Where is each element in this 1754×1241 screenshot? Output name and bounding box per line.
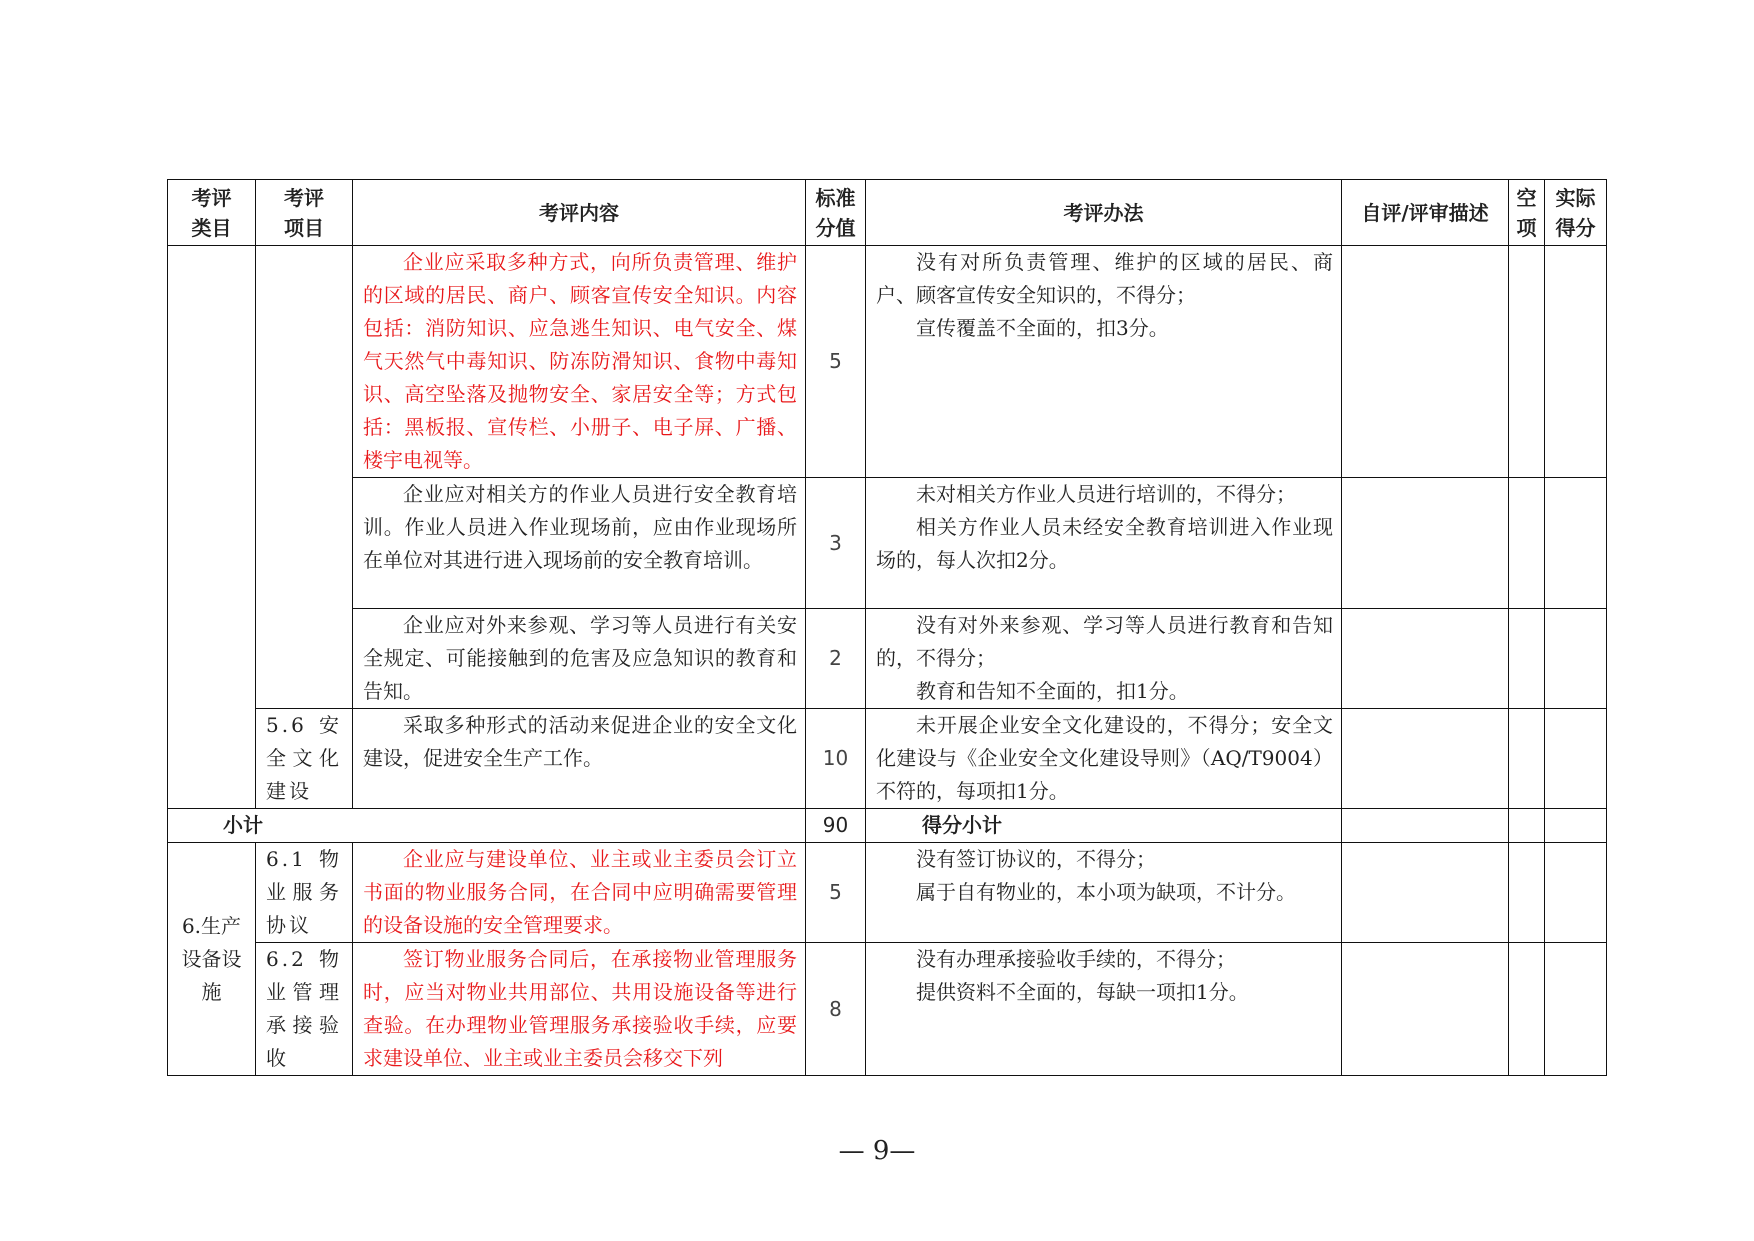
table-row [168, 943, 1607, 1076]
page-number: — 9— [838, 1136, 916, 1166]
content-cell [353, 843, 806, 943]
self-review-cell[interactable] [1342, 709, 1509, 809]
method-line: 未对相关方作业人员进行培训的，不得分； [916, 482, 1296, 506]
category-cell [168, 843, 256, 1076]
header-empty-item: 空 项 [1509, 180, 1545, 246]
standard-score-cell: 8 [806, 943, 866, 1076]
standard-score-cell: 5 [806, 246, 866, 478]
method-cell [866, 709, 1342, 809]
empty-item-cell[interactable] [1509, 943, 1545, 1076]
evaluation-table-container [167, 179, 1606, 1076]
method-line: 属于自有物业的，本小项为缺项，不计分。 [916, 880, 1296, 904]
method-cell [866, 246, 1342, 478]
actual-score-cell[interactable] [1545, 609, 1607, 709]
subtotal-label: 小计 [168, 809, 806, 843]
table-row [168, 246, 1607, 478]
item-text: 6.1 物业服务协议 [266, 847, 342, 937]
content-cell [353, 709, 806, 809]
actual-score-cell[interactable] [1545, 809, 1607, 843]
content-cell [353, 478, 806, 609]
empty-item-cell[interactable] [1509, 246, 1545, 478]
method-line: 未开展企业安全文化建设的，不得分；安全文化建设与《企业安全文化建设导则》（AQ/T9004）不符的，每项扣1分。 [876, 713, 1333, 803]
self-review-cell[interactable] [1342, 246, 1509, 478]
subtotal-row [168, 809, 1607, 843]
subtotal-method-label: 得分小计 [866, 809, 1342, 843]
category-text: 6.生产设备设施 [181, 913, 242, 1004]
empty-item-cell[interactable] [1509, 709, 1545, 809]
standard-score-cell: 10 [806, 709, 866, 809]
method-cell [866, 609, 1342, 709]
method-line: 教育和告知不全面的，扣1分。 [916, 679, 1189, 703]
actual-score-cell[interactable] [1545, 943, 1607, 1076]
method-line: 没有对所负责管理、维护的区域的居民、商户、顾客宣传安全知识的，不得分； [876, 250, 1333, 307]
actual-score-cell[interactable] [1545, 843, 1607, 943]
table-row [168, 709, 1607, 809]
self-review-cell[interactable] [1342, 809, 1509, 843]
item-text: 6.2 物业管理承接验收 [266, 947, 342, 1070]
method-cell [866, 843, 1342, 943]
content-text: 企业应对相关方的作业人员进行安全教育培训。作业人员进入作业现场前，应由作业现场所在单位对其进行进入现场前的安全教育培训。 [363, 482, 797, 572]
header-content: 考评内容 [353, 180, 806, 246]
content-cell [353, 609, 806, 709]
content-text: 签订物业服务合同后，在承接物业管理服务时，应当对物业共用部位、共用设施设备等进行查验。在办理物业管理服务承接验收手续，应要求建设单位、业主或业主委员会移交下列 [363, 947, 797, 1070]
content-text: 企业应与建设单位、业主或业主委员会订立书面的物业服务合同，在合同中应明确需要管理的设备设施的安全管理要求。 [363, 847, 797, 937]
item-cell [256, 246, 353, 709]
table-row [168, 478, 1607, 609]
content-cell [353, 246, 806, 478]
actual-score-cell[interactable] [1545, 246, 1607, 478]
standard-score-cell: 5 [806, 843, 866, 943]
actual-score-cell[interactable] [1545, 478, 1607, 609]
standard-score-cell: 3 [806, 478, 866, 609]
header-item: 考评 项目 [256, 180, 353, 246]
method-line: 相关方作业人员未经安全教育培训进入作业现场的，每人次扣2分。 [876, 515, 1333, 572]
self-review-cell[interactable] [1342, 843, 1509, 943]
content-cell [353, 943, 806, 1076]
item-cell [256, 943, 353, 1076]
content-text: 采取多种形式的活动来促进企业的安全文化建设，促进安全生产工作。 [363, 713, 797, 770]
header-actual-score: 实际 得分 [1545, 180, 1607, 246]
content-text: 企业应采取多种方式，向所负责管理、维护的区域的居民、商户、顾客宣传安全知识。内容包括：消防知识、应急逃生知识、电气安全、煤气天然气中毒知识、防冻防滑知识、食物中毒知识、高空坠落及抛物安全、家居安全等；方式包括：黑板报、宣传栏、小册子、电子屏、广播、楼宇电视等。 [363, 250, 797, 472]
header-standard-score: 标准 分值 [806, 180, 866, 246]
method-cell [866, 478, 1342, 609]
header-row [168, 180, 1607, 246]
category-cell [168, 246, 256, 809]
header-self-review: 自评/评审描述 [1342, 180, 1509, 246]
header-category: 考评 类目 [168, 180, 256, 246]
self-review-cell[interactable] [1342, 478, 1509, 609]
actual-score-cell[interactable] [1545, 709, 1607, 809]
empty-item-cell[interactable] [1509, 843, 1545, 943]
method-line: 提供资料不全面的，每缺一项扣1分。 [916, 980, 1249, 1004]
method-cell [866, 943, 1342, 1076]
self-review-cell[interactable] [1342, 609, 1509, 709]
item-cell [256, 843, 353, 943]
self-review-cell[interactable] [1342, 943, 1509, 1076]
empty-item-cell[interactable] [1509, 809, 1545, 843]
method-line: 没有对外来参观、学习等人员进行教育和告知的，不得分； [876, 613, 1333, 670]
method-line: 没有签订协议的，不得分； [916, 847, 1156, 871]
method-line: 宣传覆盖不全面的，扣3分。 [916, 316, 1169, 340]
method-line: 没有办理承接验收手续的，不得分； [916, 947, 1236, 971]
table-row [168, 843, 1607, 943]
standard-score-cell: 2 [806, 609, 866, 709]
empty-item-cell[interactable] [1509, 478, 1545, 609]
item-text: 5.6 安全文化建设 [266, 713, 342, 803]
item-cell [256, 709, 353, 809]
table-row [168, 609, 1607, 709]
evaluation-table [167, 179, 1607, 1076]
header-method: 考评办法 [866, 180, 1342, 246]
empty-item-cell[interactable] [1509, 609, 1545, 709]
content-text: 企业应对外来参观、学习等人员进行有关安全规定、可能接触到的危害及应急知识的教育和告知。 [363, 613, 797, 703]
subtotal-value: 90 [806, 809, 866, 843]
